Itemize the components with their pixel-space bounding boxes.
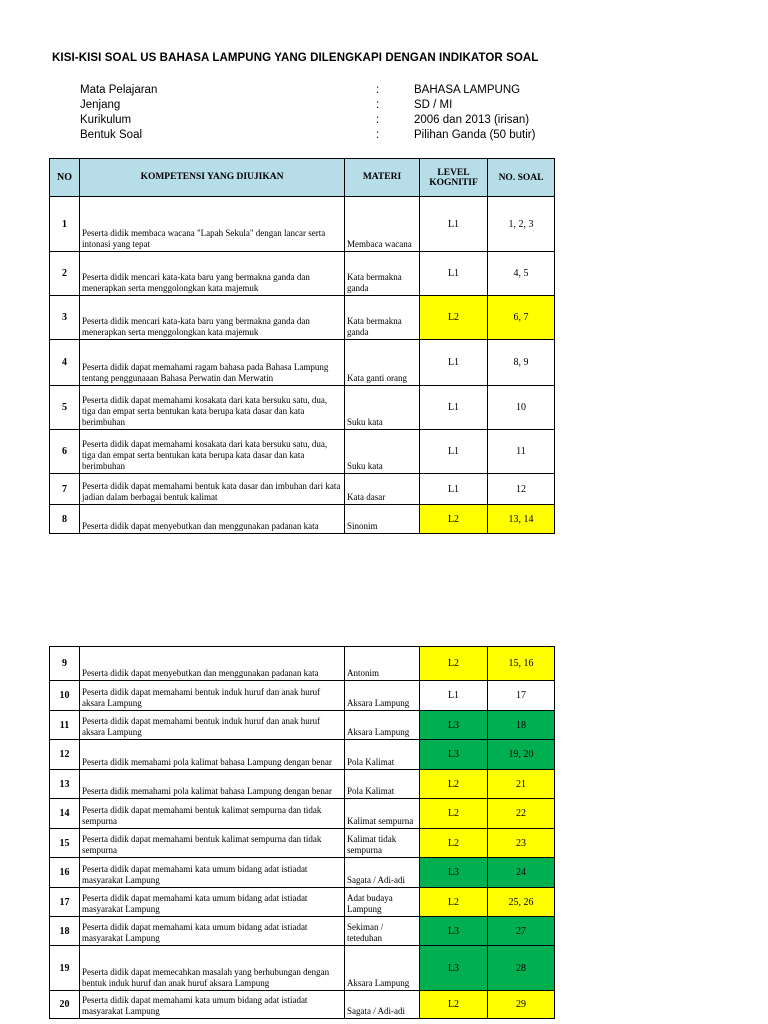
row-kompetensi: Peserta didik memahami pola kalimat bahasa Lampung dengan benar bbox=[80, 770, 345, 799]
row-no-soal: 15, 16 bbox=[488, 647, 555, 681]
row-no-soal: 4, 5 bbox=[488, 252, 555, 296]
table-row bbox=[50, 505, 555, 534]
row-kompetensi: Peserta didik dapat memahami bentuk kata dasar dan imbuhan dari kata jadian dalam berbagai bentuk kalimat bbox=[80, 474, 345, 505]
row-level-kognitif: L1 bbox=[420, 681, 488, 711]
table-row bbox=[50, 386, 555, 430]
row-no: 11 bbox=[50, 711, 80, 740]
table-row bbox=[50, 917, 555, 946]
table-row bbox=[50, 647, 555, 681]
row-kompetensi: Peserta didik dapat memahami bentuk induk huruf dan anak huruf aksara Lampung bbox=[80, 681, 345, 711]
header-no: NO bbox=[50, 159, 80, 197]
table-row bbox=[50, 681, 555, 711]
row-no: 9 bbox=[50, 647, 80, 681]
row-no-soal: 23 bbox=[488, 829, 555, 858]
row-no: 14 bbox=[50, 799, 80, 829]
meta-value-question-type: Pilihan Ganda (50 butir) bbox=[414, 129, 536, 141]
row-no: 3 bbox=[50, 296, 80, 340]
row-materi: Membaca wacana bbox=[345, 197, 420, 252]
row-level-kognitif: L3 bbox=[420, 946, 488, 991]
row-level-kognitif: L3 bbox=[420, 740, 488, 770]
row-no-soal: 27 bbox=[488, 917, 555, 946]
table-row bbox=[50, 770, 555, 799]
row-materi: Suku kata bbox=[345, 430, 420, 474]
row-level-kognitif: L1 bbox=[420, 386, 488, 430]
table-row bbox=[50, 829, 555, 858]
row-no: 19 bbox=[50, 946, 80, 991]
row-kompetensi: Peserta didik dapat memahami kosakata dari kata bersuku satu, dua, tiga dan empat serta bentukan kata berupa kata dasar dan kata berimbuhan bbox=[80, 430, 345, 474]
row-no: 8 bbox=[50, 505, 80, 534]
row-no: 10 bbox=[50, 681, 80, 711]
table-row bbox=[50, 799, 555, 829]
meta-label-subject: Mata Pelajaran bbox=[80, 84, 158, 96]
row-materi: Kata ganti orang bbox=[345, 340, 420, 386]
row-no: 17 bbox=[50, 888, 80, 917]
row-no-soal: 18 bbox=[488, 711, 555, 740]
row-level-kognitif: L2 bbox=[420, 505, 488, 534]
row-materi: Sinonim bbox=[345, 505, 420, 534]
table-row bbox=[50, 858, 555, 888]
row-level-kognitif: L1 bbox=[420, 430, 488, 474]
table-row bbox=[50, 711, 555, 740]
row-no: 20 bbox=[50, 991, 80, 1019]
table-row bbox=[50, 252, 555, 296]
meta-label-question-type: Bentuk Soal bbox=[80, 129, 143, 141]
row-level-kognitif: L1 bbox=[420, 340, 488, 386]
table-row bbox=[50, 430, 555, 474]
row-materi: Adat budaya Lampung bbox=[345, 888, 420, 917]
table-row bbox=[50, 197, 555, 252]
row-level-kognitif: L3 bbox=[420, 711, 488, 740]
row-no: 16 bbox=[50, 858, 80, 888]
table-row bbox=[50, 740, 555, 770]
row-no: 6 bbox=[50, 430, 80, 474]
row-kompetensi: Peserta didik dapat memahami bentuk induk huruf dan anak huruf aksara Lampung bbox=[80, 711, 345, 740]
row-no-soal: 19, 20 bbox=[488, 740, 555, 770]
row-kompetensi: Peserta didik memahami pola kalimat bahasa Lampung dengan benar bbox=[80, 740, 345, 770]
row-kompetensi: Peserta didik dapat memecahkan masalah yang berhubungan dengan bentuk induk huruf dan anak huruf aksara Lampung bbox=[80, 946, 345, 991]
row-kompetensi: Peserta didik dapat memahami kata umum bidang adat istiadat masyarakat Lampung bbox=[80, 991, 345, 1019]
row-materi: Aksara Lampung bbox=[345, 681, 420, 711]
row-no-soal: 25, 26 bbox=[488, 888, 555, 917]
row-materi: Kalimat tidak sempurna bbox=[345, 829, 420, 858]
row-materi: Pola Kalimat bbox=[345, 740, 420, 770]
row-no-soal: 29 bbox=[488, 991, 555, 1019]
header-kompetensi: KOMPETENSI YANG DIUJIKAN bbox=[80, 159, 345, 197]
row-kompetensi: Peserta didik dapat memahami bentuk kalimat sempurna dan tidak sempurna bbox=[80, 799, 345, 829]
row-kompetensi: Peserta didik dapat memahami kosakata dari kata bersuku satu, dua, tiga dan empat serta bentukan kata berupa kata dasar dan kata berimbuhan bbox=[80, 386, 345, 430]
row-level-kognitif: L2 bbox=[420, 991, 488, 1019]
kisi-kisi-table-2 bbox=[49, 646, 555, 1019]
row-materi: Kata dasar bbox=[345, 474, 420, 505]
row-level-kognitif: L2 bbox=[420, 647, 488, 681]
row-kompetensi: Peserta didik dapat memahami kata umum bidang adat istiadat masyarakat Lampung bbox=[80, 888, 345, 917]
header-no-soal: NO. SOAL bbox=[488, 159, 555, 197]
table-header-row bbox=[50, 159, 555, 197]
row-materi: Sagata / Adi-adi bbox=[345, 858, 420, 888]
row-no: 1 bbox=[50, 197, 80, 252]
row-no: 15 bbox=[50, 829, 80, 858]
table-row bbox=[50, 946, 555, 991]
row-kompetensi: Peserta didik membaca wacana "Lapah Sekula" dengan lancar serta intonasi yang tepat bbox=[80, 197, 345, 252]
meta-colon: : bbox=[376, 129, 380, 141]
row-kompetensi: Peserta didik dapat memahami bentuk kalimat sempurna dan tidak sempurna bbox=[80, 829, 345, 858]
row-no: 12 bbox=[50, 740, 80, 770]
table-row bbox=[50, 296, 555, 340]
meta-colon: : bbox=[376, 114, 380, 126]
row-no-soal: 11 bbox=[488, 430, 555, 474]
header-materi: MATERI bbox=[345, 159, 420, 197]
meta-label-curriculum: Kurikulum bbox=[80, 114, 132, 126]
row-level-kognitif: L1 bbox=[420, 474, 488, 505]
row-no-soal: 12 bbox=[488, 474, 555, 505]
row-no: 13 bbox=[50, 770, 80, 799]
row-no-soal: 8, 9 bbox=[488, 340, 555, 386]
row-kompetensi: Peserta didik dapat menyebutkan dan menggunakan padanan kata bbox=[80, 505, 345, 534]
row-no-soal: 17 bbox=[488, 681, 555, 711]
row-kompetensi: Peserta didik dapat memahami kata umum bidang adat istiadat masyarakat Lampung bbox=[80, 858, 345, 888]
row-level-kognitif: L1 bbox=[420, 252, 488, 296]
row-no-soal: 28 bbox=[488, 946, 555, 991]
row-no-soal: 21 bbox=[488, 770, 555, 799]
row-kompetensi: Peserta didik dapat memahami ragam bahasa pada Bahasa Lampung tentang penggunaaan Bahasa Perwatin dan Merwatin bbox=[80, 340, 345, 386]
meta-value-curriculum: 2006 dan 2013 (irisan) bbox=[414, 114, 530, 126]
row-kompetensi: Peserta didik dapat menyebutkan dan menggunakan padanan kata bbox=[80, 647, 345, 681]
row-materi: Sagata / Adi-adi bbox=[345, 991, 420, 1019]
row-kompetensi: Peserta didik mencari kata-kata baru yang bermakna ganda dan menerapkan serta menggolongkan kata majemuk bbox=[80, 252, 345, 296]
meta-label-level: Jenjang bbox=[80, 99, 121, 111]
row-level-kognitif: L3 bbox=[420, 858, 488, 888]
row-no-soal: 1, 2, 3 bbox=[488, 197, 555, 252]
row-no-soal: 6, 7 bbox=[488, 296, 555, 340]
row-no: 18 bbox=[50, 917, 80, 946]
row-materi: Aksara Lampung bbox=[345, 946, 420, 991]
row-materi: Kalimat sempurna bbox=[345, 799, 420, 829]
row-kompetensi: Peserta didik dapat memahami kata umum bidang adat istiadat masyarakat Lampung bbox=[80, 917, 345, 946]
row-level-kognitif: L1 bbox=[420, 197, 488, 252]
row-no-soal: 22 bbox=[488, 799, 555, 829]
row-no: 2 bbox=[50, 252, 80, 296]
row-no-soal: 10 bbox=[488, 386, 555, 430]
row-no: 7 bbox=[50, 474, 80, 505]
row-level-kognitif: L2 bbox=[420, 829, 488, 858]
row-kompetensi: Peserta didik mencari kata-kata baru yang bermakna ganda dan menerapkan serta menggolongkan kata majemuk bbox=[80, 296, 345, 340]
meta-value-subject: BAHASA LAMPUNG bbox=[414, 84, 521, 96]
row-level-kognitif: L2 bbox=[420, 888, 488, 917]
table-row bbox=[50, 474, 555, 505]
meta-value-level: SD / MI bbox=[414, 99, 453, 111]
row-no-soal: 24 bbox=[488, 858, 555, 888]
row-level-kognitif: L2 bbox=[420, 770, 488, 799]
row-level-kognitif: L3 bbox=[420, 917, 488, 946]
row-level-kognitif: L2 bbox=[420, 799, 488, 829]
row-materi: Kata bermakna ganda bbox=[345, 296, 420, 340]
table-row bbox=[50, 340, 555, 386]
row-materi: Kata bermakna ganda bbox=[345, 252, 420, 296]
row-materi: Pola Kalimat bbox=[345, 770, 420, 799]
meta-colon: : bbox=[376, 84, 380, 96]
kisi-kisi-table-1 bbox=[49, 158, 555, 534]
row-no: 5 bbox=[50, 386, 80, 430]
meta-colon: : bbox=[376, 99, 380, 111]
table-row bbox=[50, 888, 555, 917]
row-level-kognitif: L2 bbox=[420, 296, 488, 340]
row-materi: Sekiman / teteduhan bbox=[345, 917, 420, 946]
row-no-soal: 13, 14 bbox=[488, 505, 555, 534]
header-level: LEVEL KOGNITIF bbox=[420, 159, 488, 197]
row-materi: Aksara Lampung bbox=[345, 711, 420, 740]
row-materi: Antonim bbox=[345, 647, 420, 681]
document-title: KISI-KISI SOAL US BAHASA LAMPUNG YANG DILENGKAPI DENGAN INDIKATOR SOAL bbox=[52, 52, 539, 64]
row-no: 4 bbox=[50, 340, 80, 386]
row-materi: Suku kata bbox=[345, 386, 420, 430]
table-row bbox=[50, 991, 555, 1019]
